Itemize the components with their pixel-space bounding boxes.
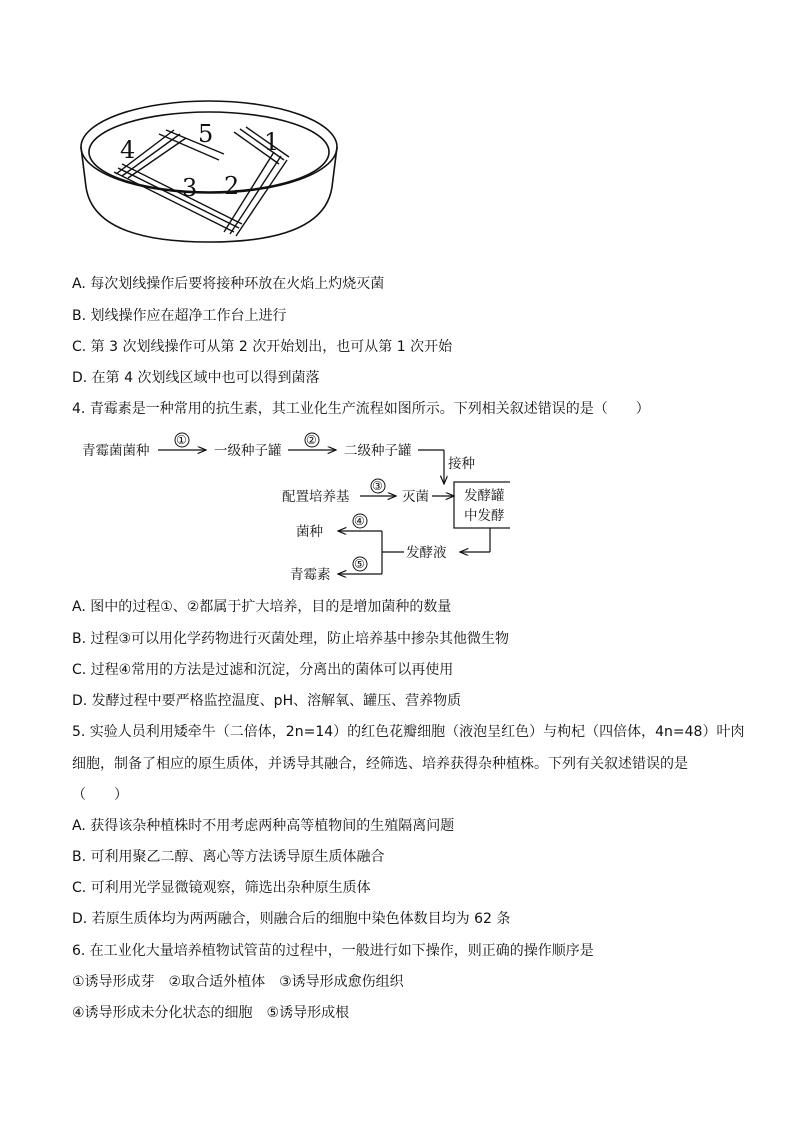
q3-option-c: C. 第 3 次划线操作可从第 2 次开始划出，也可从第 1 次开始: [72, 339, 453, 355]
node-penicillin: 青霉素: [290, 567, 331, 583]
step-3-marker: ③: [372, 479, 383, 493]
petri-dish-figure: [74, 92, 344, 247]
node-fermenter-line1: 发酵罐: [464, 488, 505, 504]
label-inoculate: 接种: [448, 456, 475, 472]
step-1-marker: ①: [176, 433, 187, 447]
q5-stem-line1: 5. 实验人员利用矮牵牛（二倍体，2n=14）的红色花瓣细胞（液泡呈红色）与枸杞（四倍体，4n=48）叶肉: [72, 724, 745, 740]
q6-steps-line2: ④诱导形成未分化状态的细胞 ⑤诱导形成根: [72, 1005, 350, 1021]
dish-right-wall: [332, 147, 337, 187]
q5-option-d: D. 若原生质体均为两两融合，则融合后的细胞中染色体数目均为 62 条: [72, 911, 511, 927]
label-1: 1: [264, 128, 280, 156]
node-secondary-tank: 二级种子罐: [344, 443, 412, 459]
label-3: 3: [182, 174, 198, 202]
label-4: 4: [120, 136, 136, 164]
q5-stem-line2: 细胞，制备了相应的原生质体，并诱导其融合，经筛选、培养获得杂种植株。下列有关叙述错误的是: [72, 756, 688, 772]
node-sterilize: 灭菌: [402, 489, 429, 505]
q4-option-c: C. 过程④常用的方法是过滤和沉淀，分离出的菌体可以再使用: [72, 662, 454, 678]
node-fermenter-line2: 中发酵: [464, 508, 505, 524]
step-5-marker: ⑤: [354, 557, 365, 571]
q3-option-d: D. 在第 4 次划线区域中也可以得到菌落: [72, 370, 320, 386]
label-5: 5: [198, 120, 214, 148]
q5-option-c: C. 可利用光学显微镜观察，筛选出杂种原生质体: [72, 880, 371, 896]
node-primary-tank: 一级种子罐: [214, 443, 282, 459]
q5-option-a: A. 获得该杂种植株时不用考虑两种高等植物间的生殖隔离问题: [72, 818, 455, 834]
q4-option-a: A. 图中的过程①、②都属于扩大培养，目的是增加菌种的数量: [72, 599, 452, 615]
label-2: 2: [224, 172, 240, 200]
q3-option-a: A. 每次划线操作后要将接种环放在火焰上灼烧灭菌: [72, 276, 385, 292]
q3-option-b: B. 划线操作应在超净工作台上进行: [72, 308, 287, 324]
penicillin-flowchart: [70, 428, 510, 588]
q5-stem-line3: （ ）: [72, 787, 128, 803]
node-broth: 发酵液: [406, 545, 447, 561]
q6-stem: 6. 在工业化大量培养植物试管苗的过程中，一般进行如下操作，则正确的操作顺序是: [72, 943, 594, 959]
step-4-marker: ④: [354, 514, 365, 528]
dish-left-wall: [81, 147, 86, 187]
node-strain: 青霉菌菌种: [82, 443, 150, 459]
dish-bottom-rim: [86, 187, 332, 242]
q5-option-b: B. 可利用聚乙二醇、离心等方法诱导原生质体融合: [72, 849, 385, 865]
q4-option-b: B. 过程③可以用化学药物进行灭菌处理，防止培养基中掺杂其他微生物: [72, 631, 510, 647]
node-recovered-strain: 菌种: [296, 524, 323, 540]
node-medium: 配置培养基: [282, 489, 350, 505]
q6-steps-line1: ①诱导形成芽 ②取合适外植体 ③诱导形成愈伤组织: [72, 974, 404, 990]
step-2-marker: ②: [306, 433, 317, 447]
q4-option-d: D. 发酵过程中要严格监控温度、pH、溶解氧、罐压、营养物质: [72, 693, 462, 709]
q4-stem: 4. 青霉素是一种常用的抗生素，其工业化生产流程如图所示。下列相关叙述错误的是（ ）: [72, 401, 650, 417]
